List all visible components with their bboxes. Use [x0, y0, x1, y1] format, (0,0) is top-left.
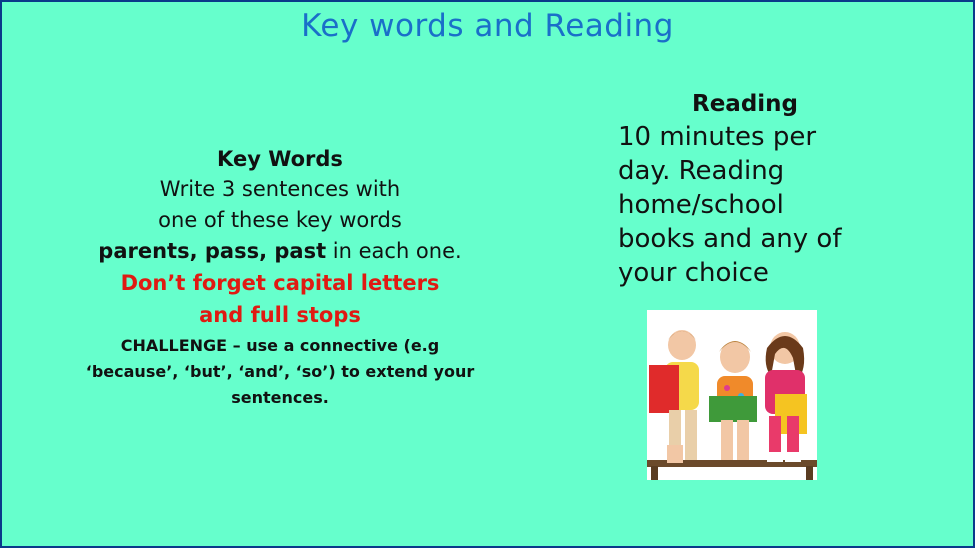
- key-words-section: [62, 144, 498, 411]
- challenge-line3: sentences.: [231, 388, 329, 407]
- key-words-suffix: in each one.: [326, 239, 462, 263]
- reminder-line2: and full stops: [199, 303, 361, 327]
- reading-line3: home/school: [618, 190, 784, 220]
- key-words-instruction-line3: [62, 236, 498, 267]
- reading-line5: your choice: [618, 258, 769, 288]
- key-words-list: parents, pass, past: [98, 239, 327, 263]
- reminder-line1: Don’t forget capital letters: [120, 271, 440, 295]
- key-words-instruction-line2: one of these key words: [158, 208, 402, 232]
- reading-body: [618, 120, 918, 290]
- challenge-text: [62, 333, 498, 411]
- children-reading-books-photo: [647, 310, 817, 480]
- reading-heading: Reading: [691, 91, 798, 117]
- key-words-instruction-line1: Write 3 sentences with: [159, 177, 401, 201]
- reading-line2: day. Reading: [618, 156, 785, 186]
- reading-line1: 10 minutes per: [618, 122, 817, 152]
- key-words-heading: Key Words: [217, 147, 343, 171]
- challenge-line1: CHALLENGE – use a connective (e.g: [120, 336, 440, 355]
- reading-section: [618, 88, 918, 290]
- challenge-line2: ‘because’, ‘but’, ‘and’, ‘so’) to extend your: [85, 362, 475, 381]
- reading-line4: books and any of: [618, 224, 842, 254]
- slide-title: Key words and Reading: [301, 8, 674, 44]
